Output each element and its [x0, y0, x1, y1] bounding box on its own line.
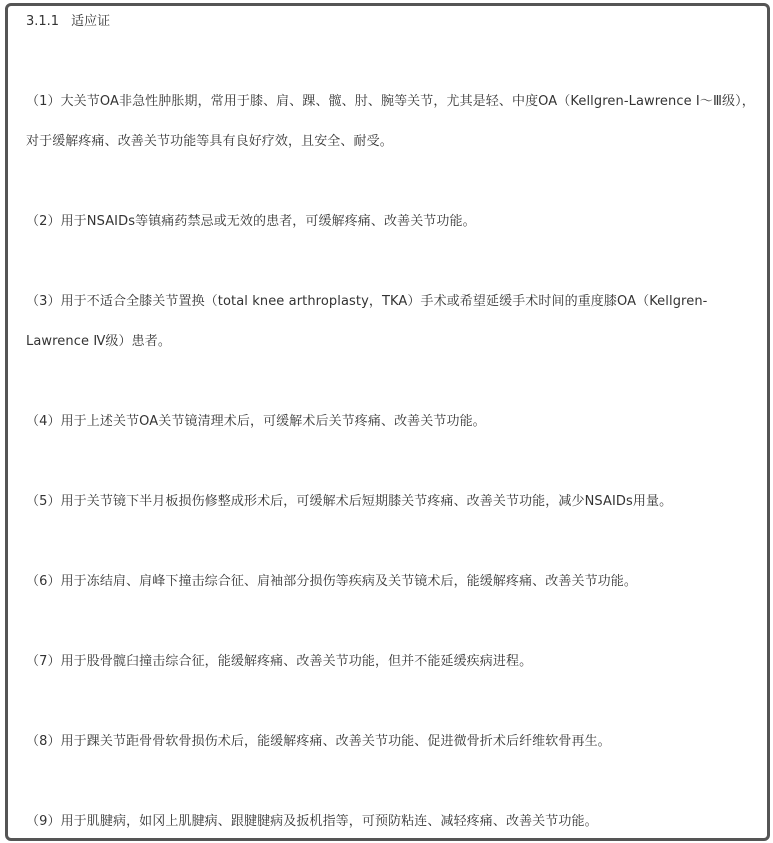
document-frame — [5, 3, 770, 841]
section-heading — [26, 14, 110, 30]
section-title: 适应证 — [71, 14, 111, 29]
indication-item-3: （3）用于不适合全膝关节置换（total knee arthroplasty，TKA）手术或希望延缓手术时间的重度膝OA（Kellgren-Lawrence Ⅳ级）患者。 — [26, 294, 708, 349]
indication-item-7: （7）用于股骨髋臼撞击综合征，能缓解疼痛、改善关节功能，但并不能延缓疾病进程。 — [26, 654, 533, 669]
section-number: 3.1.1 — [26, 14, 60, 29]
indication-item-1: （1）大关节OA非急性肿胀期，常用于膝、肩、踝、髋、肘、腕等关节，尤其是轻、中度OA（Kellgren-Lawrence Ⅰ～Ⅲ级），对于缓解疼痛、改善关节功能等具有良好疗效，且安全、耐受。 — [26, 94, 755, 149]
indication-item-6: （6）用于冻结肩、肩峰下撞击综合征、肩袖部分损伤等疾病及关节镜术后，能缓解疼痛、改善关节功能。 — [26, 574, 637, 589]
indication-item-2: （2）用于NSAIDs等镇痛药禁忌或无效的患者，可缓解疼痛、改善关节功能。 — [26, 214, 476, 229]
indication-item-5: （5）用于关节镜下半月板损伤修整成形术后，可缓解术后短期膝关节疼痛、改善关节功能，减少NSAIDs用量。 — [26, 494, 673, 509]
indication-item-9: （9）用于肌腱病，如冈上肌腱病、跟腱腱病及扳机指等，可预防粘连、减轻疼痛、改善关节功能。 — [26, 814, 598, 829]
indication-item-4: （4）用于上述关节OA关节镜清理术后，可缓解术后关节疼痛、改善关节功能。 — [26, 414, 486, 429]
indication-item-8: （8）用于踝关节距骨骨软骨损伤术后，能缓解疼痛、改善关节功能、促进微骨折术后纤维软骨再生。 — [26, 734, 611, 749]
